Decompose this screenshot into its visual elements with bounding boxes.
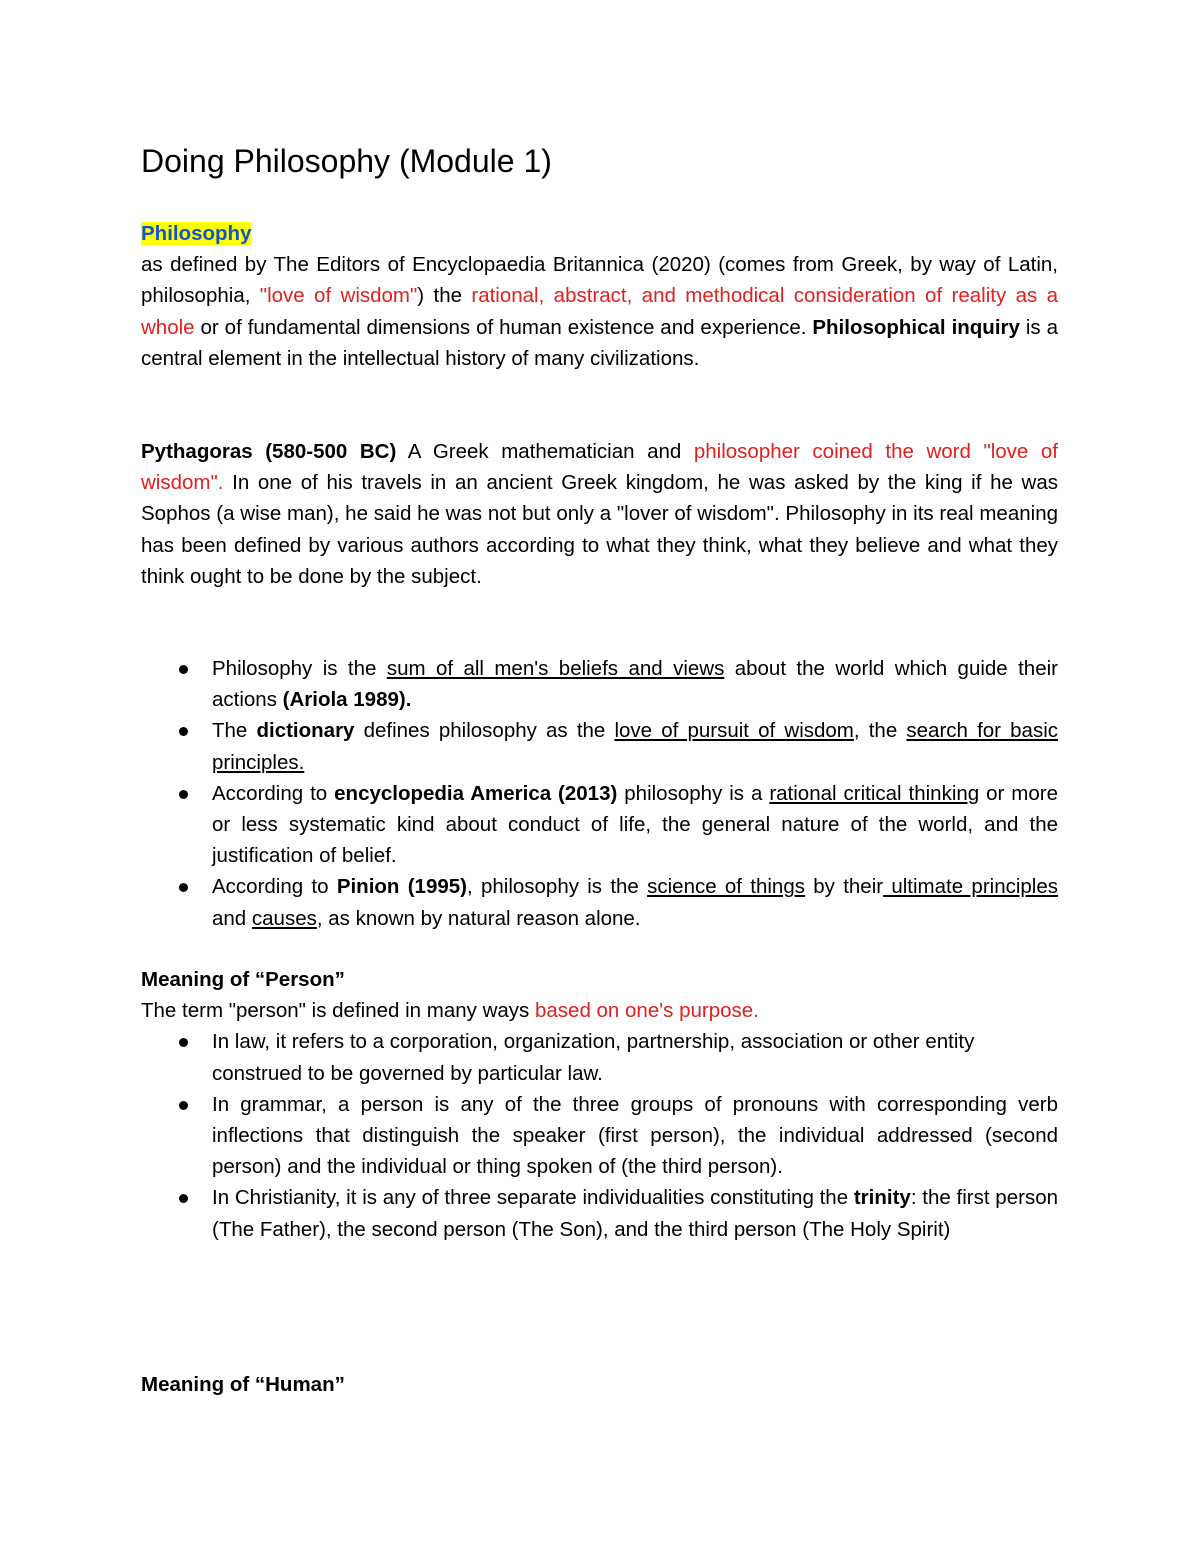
list-item-text: philosophy is a — [617, 781, 770, 805]
person-section — [141, 964, 1058, 1245]
document-title: Doing Philosophy (Module 1) — [141, 143, 552, 179]
citation: dictionary — [256, 719, 355, 743]
list-item-text: According to — [212, 875, 337, 899]
list-item — [141, 871, 1058, 933]
list-item-text: Philosophy is the — [212, 657, 387, 680]
list-item-text: and — [212, 906, 252, 930]
pythagoras-text-2: In one of his travels in an ancient Greek kingdom, he was asked by the king if he was Sophos (a wise man), he said he was not but only a "lover of wisdom". Philosophy in its real meaning has been defined by various authors according to what they think, what they believe and what they think ought to be done by the subject. — [141, 471, 1058, 588]
person-intro-red: based on one's purpose. — [534, 999, 759, 1023]
philosophy-red-quote: "love of wisdom" — [259, 284, 418, 308]
underlined-text: sum of all men's beliefs and views — [386, 657, 725, 680]
pythagoras-text-1: A Greek mathematician and — [396, 440, 694, 463]
underlined-text: search for basic principles. — [212, 719, 1058, 774]
list-item — [141, 778, 1058, 872]
person-intro-text: The term "person" is defined in many ways — [141, 999, 535, 1023]
list-item — [141, 653, 1058, 715]
human-section — [141, 1369, 1058, 1400]
pythagoras-paragraph — [141, 436, 1058, 592]
bullet-icon — [179, 1038, 188, 1047]
underlined-text: causes — [251, 906, 317, 930]
underlined-text: ultimate principles — [883, 875, 1059, 899]
list-item-text: by their — [804, 875, 884, 899]
list-item-text: : the first person (The Father), the second person (The Son), and the third person (The Holy Spirit) — [212, 1186, 1058, 1241]
list-item — [141, 715, 1058, 777]
list-item — [141, 1182, 1058, 1244]
philosophy-text-after: or of fundamental dimensions of human existence and experience. — [194, 315, 813, 339]
bullet-icon — [179, 665, 188, 674]
philosophical-inquiry-term: Philosophical inquiry — [812, 315, 1020, 339]
list-item-text: , as known by natural reason alone. — [316, 906, 641, 930]
person-list — [141, 1026, 1058, 1244]
philosophy-text-mid: ) the — [417, 284, 472, 308]
pythagoras-name: Pythagoras (580-500 BC) — [141, 440, 397, 463]
bullet-icon — [179, 1101, 188, 1110]
person-heading: Meaning of “Person” — [141, 968, 345, 991]
bullet-icon — [179, 790, 188, 799]
citation: encyclopedia America (2013) — [334, 781, 618, 805]
list-item-text: In Christianity, it is any of three separate individualities constituting the — [212, 1186, 854, 1210]
list-item-text: In grammar, a person is any of the three groups of pronouns with corresponding verb inflections that distinguish the speaker (first person), the individual addressed (second person) and the individual or thing spoken of (the third person). — [212, 1092, 1058, 1179]
philosophy-text-end: is a central element in the intellectual history of many civilizations. — [141, 315, 1058, 370]
definitions-list — [141, 653, 1058, 934]
philosophy-heading: Philosophy — [141, 222, 252, 245]
list-item-text: or more or less systematic kind about conduct of life, the general nature of the world, and the justification of belief. — [212, 781, 1059, 868]
list-item-text: The — [212, 719, 257, 743]
list-item-text: , philosophy is the — [466, 875, 648, 899]
person-intro — [141, 995, 1058, 1026]
philosophy-red-definition: rational, abstract, and methodical consideration of reality as a whole — [141, 284, 1059, 339]
philosophy-section — [141, 218, 1058, 374]
definitions-list-block — [141, 653, 1058, 934]
citation: (Ariola 1989). — [282, 688, 412, 712]
list-item-text: , the — [853, 719, 907, 743]
bullet-icon — [179, 727, 188, 736]
underlined-text: love of pursuit of wisdom — [614, 719, 854, 743]
pythagoras-red-text: philosopher coined the word "love of wisdom". — [141, 440, 1058, 495]
philosophy-text: as defined by The Editors of Encyclopaedia Britannica (2020) (comes from Greek, by way of Latin, philosophia, — [141, 253, 1058, 308]
list-item-text: According to — [212, 781, 335, 805]
underlined-text: science of things — [647, 875, 805, 899]
list-item-text: In law, it refers to a corporation, organization, partnership, association or other entity construed to be governed by particular law. — [212, 1030, 975, 1085]
list-item — [141, 1089, 1058, 1183]
bullet-icon — [179, 883, 188, 892]
list-item — [141, 1026, 1058, 1088]
bullet-icon — [179, 1194, 188, 1203]
human-heading: Meaning of “Human” — [141, 1373, 345, 1396]
list-item-text: defines philosophy as the — [354, 719, 615, 743]
list-item-text: about the world which guide their actions — [212, 657, 1058, 712]
citation: Pinion (1995) — [336, 875, 467, 899]
underlined-text: rational critical thinking — [769, 781, 980, 805]
trinity-term: trinity — [853, 1186, 911, 1210]
